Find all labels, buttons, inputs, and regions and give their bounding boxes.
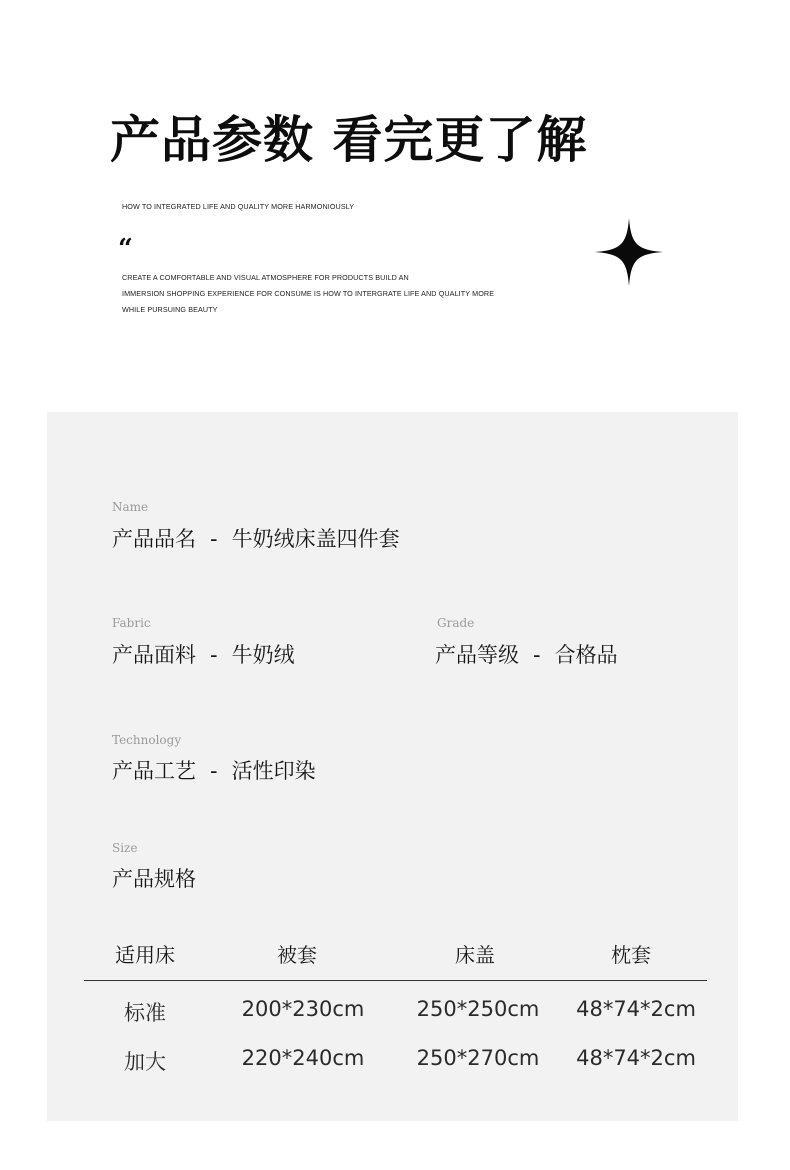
fabric-caption: Fabric <box>112 616 151 630</box>
fabric-value: 牛奶绒 <box>231 643 295 667</box>
page-title: 产品参数 看完更了解 <box>110 111 588 169</box>
product-name-value: 牛奶绒床盖四件套 <box>231 527 400 551</box>
product-name-label: 产品品名 <box>112 527 196 551</box>
separator: - <box>533 643 541 667</box>
separator: - <box>210 643 218 667</box>
table-cell: 标准 <box>124 1001 166 1025</box>
table-cell: 250*270cm <box>416 1046 540 1070</box>
body-line-2: IMMERSION SHOPPING EXPERIENCE FOR CONSUME IS HOW TO INTERGRATE LIFE AND QUALITY MORE <box>122 289 495 298</box>
table-cell: 48*74*2cm <box>576 1046 696 1070</box>
body-line-3: WHILE PURSUING BEAUTY <box>122 305 218 314</box>
sparkle-icon <box>595 218 663 286</box>
table-cell: 加大 <box>124 1050 166 1074</box>
body-line-1: CREATE A COMFORTABLE AND VISUAL ATMOSPHERE FOR PRODUCTS BUILD AN <box>122 273 409 282</box>
fabric-label: 产品面料 <box>112 643 196 667</box>
name-caption: Name <box>112 500 149 514</box>
table-cell: 200*230cm <box>241 997 365 1021</box>
grade-value: 合格品 <box>554 643 618 667</box>
table-header-pillowcase: 枕套 <box>611 943 651 967</box>
grade-caption: Grade <box>437 616 475 630</box>
table-cell: 250*250cm <box>416 997 540 1021</box>
size-label: 产品规格 <box>112 867 196 891</box>
table-header-bed: 适用床 <box>115 943 175 967</box>
grade-row <box>435 642 618 668</box>
technology-caption: Technology <box>112 733 182 747</box>
table-header-bedspread: 床盖 <box>455 943 495 967</box>
table-cell: 48*74*2cm <box>576 997 696 1021</box>
separator: - <box>210 759 218 783</box>
grade-label: 产品等级 <box>435 643 519 667</box>
separator: - <box>210 527 218 551</box>
size-caption: Size <box>112 841 138 855</box>
technology-row <box>112 758 316 784</box>
table-cell: 220*240cm <box>241 1046 365 1070</box>
technology-value: 活性印染 <box>231 759 316 783</box>
table-divider <box>84 980 707 981</box>
subtitle: HOW TO INTEGRATED LIFE AND QUALITY MORE HARMONIOUSLY <box>122 202 355 211</box>
fabric-row <box>112 642 295 668</box>
table-header-duvet: 被套 <box>277 943 317 967</box>
technology-label: 产品工艺 <box>112 759 196 783</box>
quote-mark: “ <box>118 234 133 264</box>
product-name-row <box>112 526 400 552</box>
